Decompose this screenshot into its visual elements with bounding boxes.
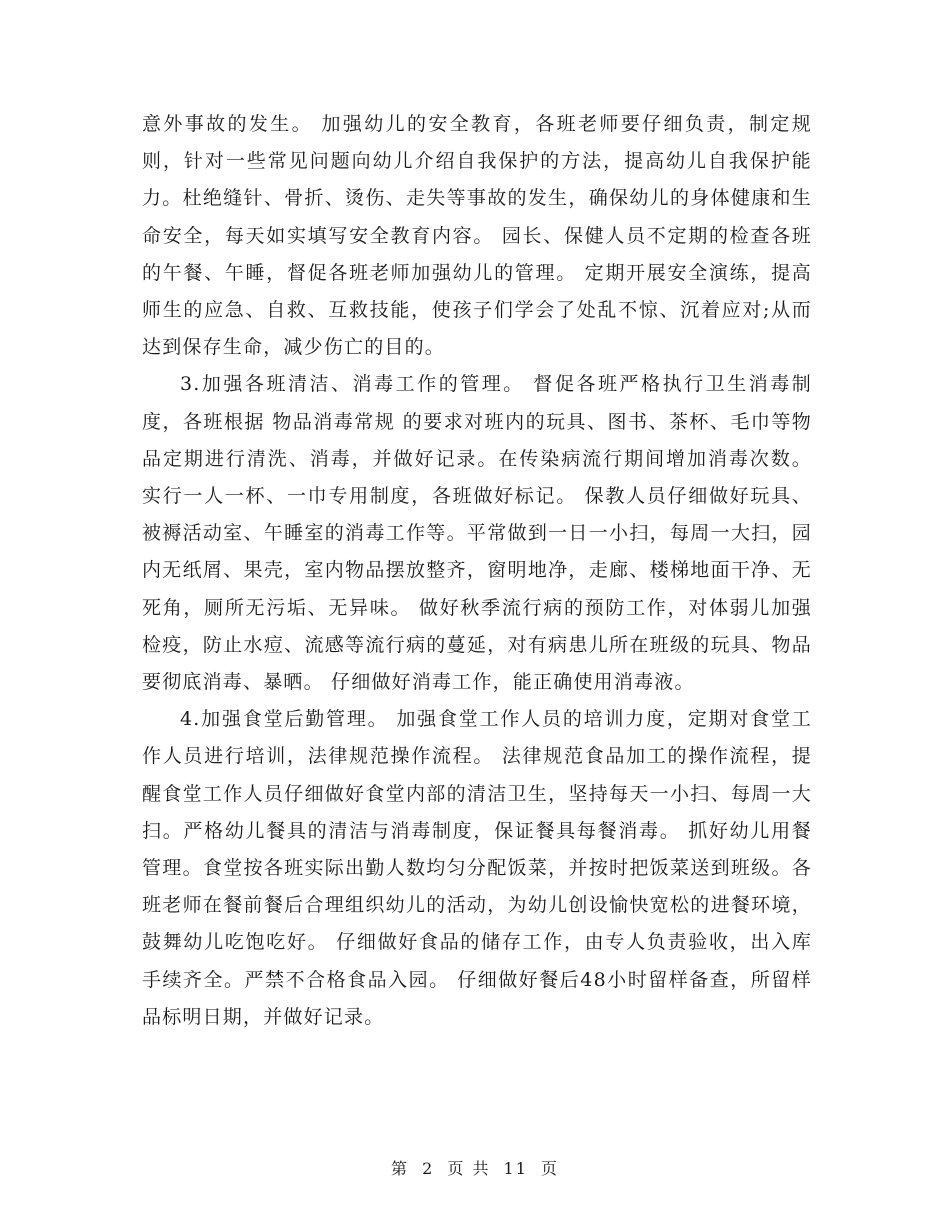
footer-prefix: 第 xyxy=(390,1159,409,1178)
document-body xyxy=(142,106,812,1036)
footer-middle: 页 共 xyxy=(447,1159,491,1178)
paragraph-canteen-management: 4.加强食堂后勤管理。 加强食堂工作人员的培训力度，定期对食堂工作人员进行培训，法律规范操作流程。 法律规范食品加工的操作流程，提醒食堂工作人员仔细做好食堂内部的清洁卫生，坚持每天一小扫、每周一大扫。严格幼儿餐具的清洁与消毒制度，保证餐具每餐消毒。 抓好幼儿用餐管理。食堂按各班实际出勤人数均匀分配饭菜，并按时把饭菜送到班级。各班老师在餐前餐后合理组织幼儿的活动，为幼儿创设愉快宽松的进餐环境，鼓舞幼儿吃饱吃好。 仔细做好食品的储存工作，由专人负责验收，出入库手续齐全。严禁不合格食品入园。 仔细做好餐后48小时留样备查，所留样品标明日期，并做好记录。 xyxy=(142,708,812,1028)
page-footer xyxy=(0,1156,950,1179)
footer-page-number: 2 xyxy=(422,1159,435,1178)
footer-total-pages: 11 xyxy=(503,1159,528,1178)
paragraph-safety-continued: 意外事故的发生。 加强幼儿的安全教育，各班老师要仔细负责，制定规则，针对一些常见问题向幼儿介绍自我保护的方法，提高幼儿自我保护能力。杜绝缝针、骨折、烫伤、走失等事故的发生，确保幼儿的身体健康和生命安全，每天如实填写安全教育内容。 园长、保健人员不定期的检查各班的午餐、午睡，督促各班老师加强幼儿的管理。 定期开展安全演练，提高师生的应急、自救、互救技能，使孩子们学会了处乱不惊、沉着应对;从而达到保存生命，减少伤亡的目的。 xyxy=(142,113,812,359)
footer-suffix: 页 xyxy=(541,1159,560,1178)
paragraph-cleaning-disinfection: 3.加强各班清洁、消毒工作的管理。 督促各班严格执行卫生消毒制度，各班根据 物品消毒常规 的要求对班内的玩具、图书、茶杯、毛巾等物品定期进行清洗、消毒，并做好记录。在传染病流行期间增加消毒次数。 实行一人一杯、一巾专用制度，各班做好标记。 保教人员仔细做好玩具、被褥活动室、午睡室的消毒工作等。平常做到一日一小扫，每周一大扫，园内无纸屑、果壳，室内物品摆放整齐，窗明地净，走廊、楼梯地面干净、无死角，厕所无污垢、无异味。 做好秋季流行病的预防工作，对体弱儿加强检疫，防止水痘、流感等流行病的蔓延，对有病患儿所在班级的玩具、物品要彻底消毒、暴晒。 仔细做好消毒工作，能正确使用消毒液。 xyxy=(142,373,812,694)
